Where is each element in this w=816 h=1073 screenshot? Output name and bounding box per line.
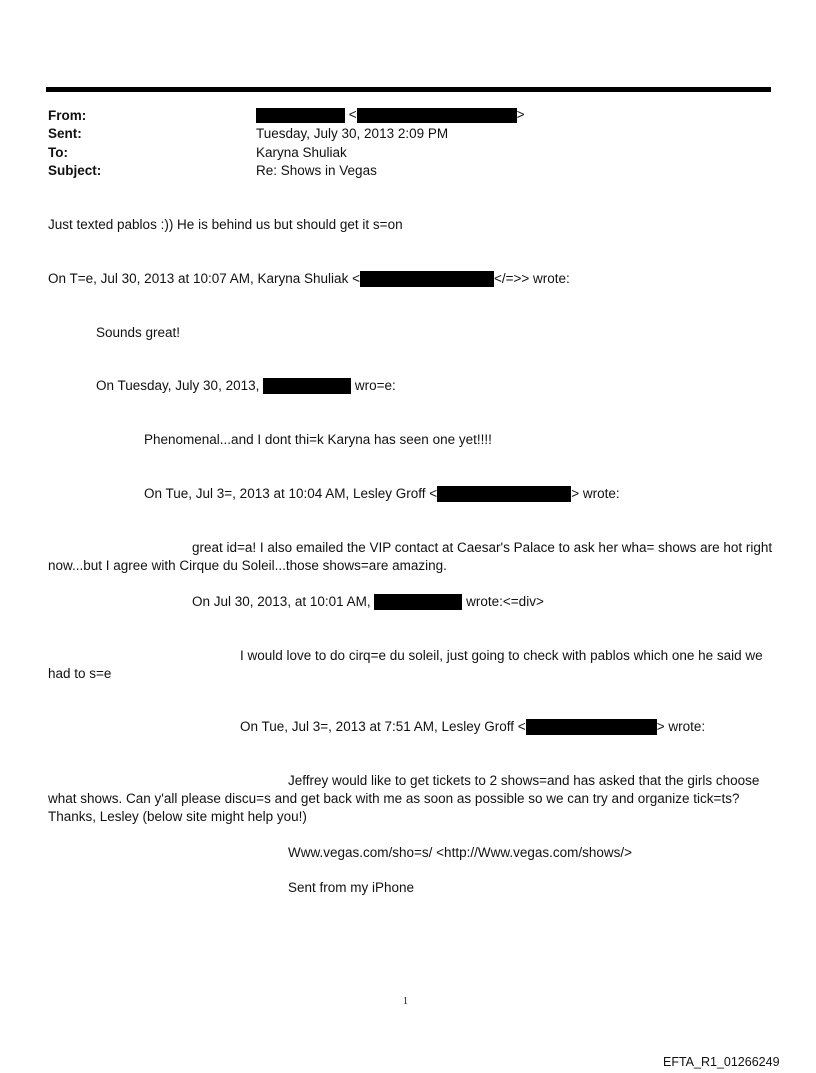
to-label: To: — [48, 145, 68, 160]
from-value — [256, 107, 525, 123]
redacted-sender-name — [256, 108, 345, 123]
from-gt: > — [516, 107, 525, 122]
quote-header-5-prefix: On Tue, Jul 3=, 2013 at 7:51 AM, Lesley Groff < — [240, 719, 526, 734]
page-number: 1 — [403, 996, 408, 1007]
from-label: From: — [48, 108, 87, 123]
redacted-name-2 — [263, 378, 351, 394]
sent-value: Tuesday, July 30, 2013 2:09 PM — [256, 126, 449, 141]
body-line-7-link: Www.vegas.com/sho=s/ <http://Www.vegas.com/shows/> — [288, 845, 633, 860]
quote-header-5 — [240, 719, 705, 735]
quote-header-4-suffix: wrote:<=div> — [466, 594, 544, 609]
redacted-sender-email — [357, 108, 517, 123]
quote-header-4 — [192, 594, 544, 610]
quote-header-2 — [96, 378, 396, 394]
redacted-email-1 — [360, 271, 494, 287]
body-line-6c: Thanks, Lesley (below site might help you!) — [48, 809, 307, 824]
sent-label: Sent: — [48, 126, 82, 141]
body-line-3: Phenomenal...and I dont thi=k Karyna has seen one yet!!!! — [144, 432, 492, 447]
body-line-1: Just texted pablos :)) He is behind us but should get it s=on — [48, 217, 403, 232]
body-line-5a: I would love to do cirq=e du soleil, just going to check with pablos which one he said we — [240, 648, 763, 663]
quote-header-3-prefix: On Tue, Jul 3=, 2013 at 10:04 AM, Lesley Groff < — [144, 486, 438, 501]
quote-header-4-prefix: On Jul 30, 2013, at 10:01 AM, — [192, 594, 371, 609]
body-line-8: Sent from my iPhone — [288, 880, 415, 895]
quote-header-1-prefix: On T=e, Jul 30, 2013 at 10:07 AM, Karyna Shuliak < — [48, 271, 360, 286]
quote-header-3-suffix: > wrote: — [571, 486, 620, 501]
from-lt: < — [348, 107, 357, 122]
quote-header-1-suffix: </=>> wrote: — [493, 271, 570, 286]
body-line-5b: had to s=e — [48, 666, 112, 681]
body-line-6b: what shows. Can y'all please discu=s and get back with me as soon as possible so we can try and organize tick=ts? — [48, 791, 740, 806]
subject-value: Re: Shows in Vegas — [256, 163, 377, 178]
quote-header-3 — [144, 486, 620, 502]
body-line-2: Sounds great! — [96, 325, 181, 340]
document-id: EFTA_R1_01266249 — [663, 1055, 780, 1069]
subject-label: Subject: — [48, 163, 102, 178]
body-line-6a: Jeffrey would like to get tickets to 2 shows=and has asked that the girls choose — [288, 773, 760, 788]
redacted-email-5 — [526, 719, 657, 735]
body-line-4a: great id=a! I also emailed the VIP contact at Caesar's Palace to ask her wha= shows are hot right — [192, 540, 773, 555]
header-rule — [46, 87, 771, 92]
quote-header-2-prefix: On Tuesday, July 30, 2013, — [96, 378, 260, 393]
redacted-name-4 — [374, 594, 462, 610]
to-value: Karyna Shuliak — [256, 145, 347, 160]
quote-header-1 — [48, 271, 570, 287]
quote-header-2-suffix: wro=e: — [354, 378, 396, 393]
quote-header-5-suffix: > wrote: — [656, 719, 706, 734]
redacted-email-3 — [437, 486, 571, 502]
body-line-4b: now...but I agree with Cirque du Soleil...those shows=are amazing. — [48, 558, 447, 573]
